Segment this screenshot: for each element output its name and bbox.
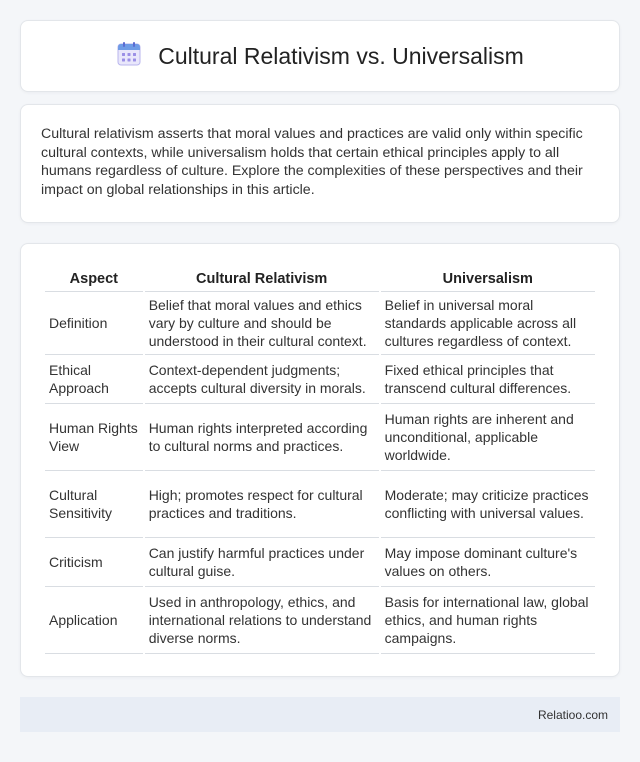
cell-relativism: Used in anthropology, ethics, and international relations to understand diverse norms. <box>145 587 379 654</box>
calendar-icon <box>116 41 142 72</box>
table-row <box>45 587 595 654</box>
table-row <box>45 471 595 538</box>
comparison-table <box>43 266 597 654</box>
comparison-table-card <box>20 243 620 677</box>
cell-aspect: Criticism <box>45 538 143 587</box>
table-header-row <box>45 266 595 292</box>
footer-site-link[interactable]: Relatioo.com <box>537 707 608 722</box>
cell-aspect: Application <box>45 587 143 654</box>
cell-universalism: Fixed ethical principles that transcend cultural differences. <box>381 355 595 404</box>
table-row <box>45 292 595 355</box>
column-header-universalism: Universalism <box>381 266 595 292</box>
table-row <box>45 538 595 587</box>
column-header-relativism: Cultural Relativism <box>145 266 379 292</box>
column-header-aspect: Aspect <box>45 266 143 292</box>
cell-universalism: Basis for international law, global ethics, and human rights campaigns. <box>381 587 595 654</box>
cell-aspect: Human Rights View <box>45 404 143 471</box>
cell-universalism: May impose dominant culture's values on others. <box>381 538 595 587</box>
cell-relativism: Can justify harmful practices under cultural guise. <box>145 538 379 587</box>
footer <box>20 697 620 732</box>
table-row <box>45 404 595 471</box>
page-title: Cultural Relativism vs. Universalism <box>158 42 524 69</box>
cell-aspect: Definition <box>45 292 143 355</box>
header-card <box>20 20 620 92</box>
intro-paragraph: Cultural relativism asserts that moral values and practices are valid only within specific cultural contexts, while universalism holds that certain ethical principles apply to all humans regardless of culture. Explore the complexities of these perspectives and their impact on global relationships in this article. <box>41 126 583 198</box>
cell-relativism: High; promotes respect for cultural practices and traditions. <box>145 471 379 538</box>
cell-relativism: Human rights interpreted according to cultural norms and practices. <box>145 404 379 471</box>
cell-relativism: Context-dependent judgments; accepts cultural diversity in morals. <box>145 355 379 404</box>
cell-universalism: Human rights are inherent and unconditional, applicable worldwide. <box>381 404 595 471</box>
cell-aspect: Ethical Approach <box>45 355 143 404</box>
cell-universalism: Belief in universal moral standards applicable across all cultures regardless of context. <box>381 292 595 355</box>
table-row <box>45 355 595 404</box>
cell-universalism: Moderate; may criticize practices conflicting with universal values. <box>381 471 595 538</box>
cell-relativism: Belief that moral values and ethics vary by culture and should be understood in their cultural context. <box>145 292 379 355</box>
cell-aspect: Cultural Sensitivity <box>45 471 143 538</box>
intro-card <box>20 104 620 223</box>
title-wrap <box>116 41 524 72</box>
